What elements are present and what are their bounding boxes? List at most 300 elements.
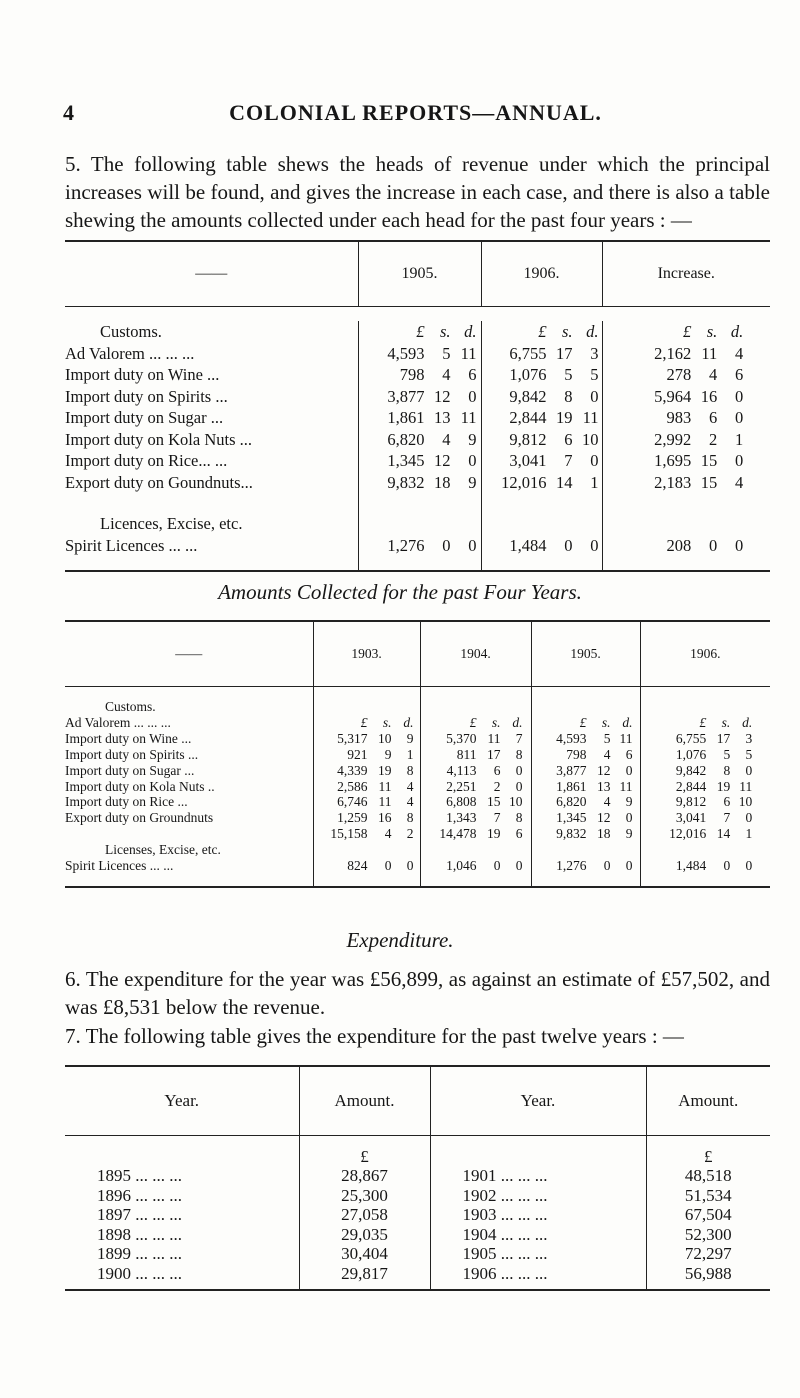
row-label: Import duty on Wine ... (65, 365, 220, 384)
money-value (539, 779, 633, 795)
pence-value: 3 (590, 343, 599, 363)
bottom-rule (65, 556, 770, 571)
pence-value: 10 (582, 429, 599, 449)
pounds-value: 4,593 (387, 343, 425, 363)
shillings-value: 18 (597, 826, 611, 842)
amount-value: 29,035 (299, 1225, 430, 1245)
money-value (485, 364, 599, 386)
row-label: Import duty on Kola Nuts .. (65, 778, 215, 794)
money-value (320, 779, 414, 795)
pounds-value: 15,158 (330, 826, 368, 842)
shillings-value: 18 (434, 472, 451, 492)
shillings-value: 19 (378, 762, 392, 778)
pounds-value: 2,992 (654, 429, 692, 449)
pence-value: 2 (406, 826, 414, 842)
pence-value: 1 (590, 472, 599, 492)
money-value (320, 747, 414, 763)
shillings-value: 17 (716, 730, 731, 746)
shillings-value: 7 (723, 810, 731, 826)
shillings-value: 6 (723, 794, 731, 810)
pence-value: 0 (625, 762, 633, 778)
money-value (539, 858, 633, 874)
money-value (485, 429, 599, 451)
money-cell (358, 386, 481, 408)
table-row (65, 1225, 770, 1245)
amount-value: 28,867 (299, 1166, 430, 1186)
amount-value: 52,300 (646, 1225, 770, 1245)
money-cell (640, 747, 770, 763)
pounds-value: 6,808 (446, 794, 477, 810)
pence-value: 1 (406, 746, 414, 762)
money-cell (313, 779, 420, 795)
running-title: COLONIAL REPORTS—ANNUAL. (229, 100, 602, 125)
pounds-unit: £ (579, 714, 587, 730)
money-value (629, 429, 743, 451)
shillings-value: 7 (493, 810, 501, 826)
table-row (65, 1166, 770, 1186)
money-value (485, 386, 599, 408)
money-cell (313, 826, 420, 842)
shillings-value: 0 (564, 535, 573, 555)
pounds-value: 9,812 (509, 429, 547, 449)
unit-labels (539, 715, 633, 731)
amount-value: 25,300 (299, 1186, 430, 1206)
table-row (65, 364, 770, 386)
pounds-value: 278 (666, 365, 692, 384)
year-label: 1906 ... ... ... (430, 1264, 646, 1284)
row-label: Import duty on Spirits ... (65, 386, 228, 406)
money-cell (481, 343, 602, 365)
pounds-value: 3,877 (387, 386, 425, 406)
section-heading-row (65, 513, 770, 535)
money-value (320, 826, 414, 842)
money-cell (531, 731, 640, 747)
money-value (629, 535, 743, 557)
shillings-value: 4 (384, 826, 392, 842)
pence-value: 0 (625, 810, 633, 826)
shillings-value: 12 (434, 386, 451, 406)
pence-unit: d. (742, 714, 753, 730)
pounds-value: 1,076 (675, 746, 707, 762)
shillings-value: 13 (597, 778, 611, 794)
shillings-value: 15 (487, 794, 501, 810)
shillings-value: 2 (493, 778, 501, 794)
money-cell (640, 731, 770, 747)
revenue-increase-table (65, 240, 770, 572)
pounds-value: 1,695 (654, 451, 692, 470)
pounds-unit: £ (469, 714, 477, 730)
money-cell (420, 747, 531, 763)
pence-value: 11 (460, 408, 477, 427)
table-row (65, 715, 770, 731)
pounds-unit: £ (646, 1136, 770, 1167)
table-header-row (65, 241, 770, 307)
pence-value: 0 (625, 858, 633, 874)
pence-value: 0 (590, 535, 599, 555)
column-header: Amount. (299, 1066, 430, 1136)
shillings-value: 8 (723, 762, 731, 778)
shillings-unit: s. (561, 322, 573, 341)
unit-cell (602, 321, 770, 343)
pence-value: 0 (735, 535, 744, 555)
pence-value: 10 (738, 794, 753, 810)
money-value (485, 535, 599, 557)
pence-value: 11 (739, 778, 753, 794)
pence-value: 3 (745, 730, 753, 746)
pence-value: 0 (735, 451, 744, 470)
money-value (363, 407, 477, 429)
money-cell (481, 364, 602, 386)
column-header: 1904. (420, 621, 531, 687)
shillings-value: 14 (556, 472, 573, 492)
table-row (65, 1205, 770, 1225)
year-label: 1900 ... ... ... (97, 1263, 182, 1283)
page-number: 4 (63, 100, 74, 125)
money-cell (420, 826, 531, 842)
pounds-value: 1,861 (387, 408, 425, 427)
pence-value: 0 (468, 451, 477, 470)
pence-value: 6 (515, 826, 523, 842)
amount-value: 30,404 (299, 1244, 430, 1264)
pence-value: 0 (735, 386, 744, 406)
shillings-value: 15 (700, 472, 718, 492)
row-label: Export duty on Groundnuts (65, 810, 214, 826)
pounds-value: 3,877 (556, 762, 587, 778)
column-header: Amount. (646, 1066, 770, 1136)
section-heading: Customs. (100, 322, 162, 341)
pence-value: 0 (745, 810, 753, 826)
money-value (658, 779, 752, 795)
pounds-value: 9,842 (675, 762, 707, 778)
paragraph-6: 6. The expenditure for the year was £56,899, as against an estimate of £57,502, and was £8,531 below the revenue. (65, 967, 770, 1019)
table-row (65, 1244, 770, 1264)
pounds-value: 1,076 (509, 365, 547, 384)
pounds-value: 9,832 (387, 472, 425, 492)
pence-value: 6 (468, 365, 477, 384)
pounds-value: 6,820 (556, 794, 587, 810)
table-row (65, 858, 770, 874)
money-value (629, 472, 743, 494)
pence-value: 0 (468, 386, 477, 406)
money-value (429, 731, 523, 747)
shillings-value: 19 (487, 826, 501, 842)
shillings-value: 4 (442, 365, 451, 384)
unit-cell (481, 321, 602, 343)
money-value (539, 826, 633, 842)
money-cell (531, 779, 640, 795)
row-label: Ad Valorem ... ... ... (65, 714, 171, 730)
shillings-value: 11 (487, 730, 501, 746)
pence-value: 6 (735, 365, 744, 384)
shillings-value: 0 (493, 858, 501, 874)
money-cell (313, 731, 420, 747)
unit-row (65, 1136, 770, 1167)
pounds-value: 983 (666, 408, 692, 427)
pounds-value: 2,844 (675, 778, 707, 794)
shillings-value: 7 (564, 451, 573, 470)
column-header: 1906. (640, 621, 770, 687)
money-cell (420, 810, 531, 826)
paragraph-5: 5. The following table shews the heads of revenue under which the principal increases will be found, and gives the increase in each case, and there is also a table shewing the amounts collected under each head for the past four years : — (65, 152, 770, 232)
table-row (65, 450, 770, 472)
money-cell (640, 794, 770, 810)
pence-unit: d. (622, 714, 633, 730)
pounds-value: 2,586 (337, 778, 368, 794)
pence-value: 4 (735, 343, 744, 363)
money-value (485, 472, 599, 494)
money-value (363, 429, 477, 451)
money-cell (358, 429, 481, 451)
money-value (429, 826, 523, 842)
shillings-value: 11 (378, 794, 392, 810)
money-cell (640, 763, 770, 779)
pence-value: 9 (468, 429, 477, 449)
money-cell (481, 386, 602, 408)
pounds-value: 4,339 (337, 762, 368, 778)
column-header: Year. (430, 1066, 646, 1136)
money-value (629, 407, 743, 429)
pence-value: 11 (582, 408, 599, 427)
pounds-value: 1,484 (509, 535, 547, 555)
money-value (658, 810, 752, 826)
money-cell (640, 858, 770, 874)
shillings-value: 17 (487, 746, 501, 762)
pounds-value: 2,183 (654, 472, 692, 492)
money-value (429, 794, 523, 810)
year-label: 1899 ... ... ... (97, 1244, 182, 1263)
shillings-value: 0 (442, 535, 451, 555)
unit-labels (658, 715, 752, 731)
pence-value: 0 (406, 858, 414, 874)
year-label: 1896 ... ... ... (97, 1185, 182, 1205)
money-value (658, 731, 752, 747)
table-row (65, 386, 770, 408)
money-value (363, 343, 477, 365)
pence-value: 0 (735, 408, 744, 427)
amount-value: 67,504 (646, 1205, 770, 1225)
pounds-unit: £ (299, 1136, 430, 1167)
money-value (658, 826, 752, 842)
shillings-value: 6 (564, 429, 573, 449)
pence-value: 11 (460, 343, 477, 363)
shillings-value: 10 (378, 730, 392, 746)
amount-value: 51,534 (646, 1186, 770, 1206)
money-cell (420, 858, 531, 874)
year-label: 1895 ... ... ... (97, 1166, 182, 1185)
row-label: Ad Valorem ... ... ... (65, 343, 195, 363)
row-label: Import duty on Rice... ... (65, 451, 228, 470)
money-cell (313, 810, 420, 826)
paragraph-7: 7. The following table gives the expenditure for the past twelve years : — (65, 1024, 684, 1048)
money-cell (602, 429, 770, 451)
money-value (629, 364, 743, 386)
pounds-value: 6,820 (387, 429, 425, 449)
money-value (485, 343, 599, 365)
money-cell (358, 364, 481, 386)
money-cell (531, 794, 640, 810)
pounds-value: 6,755 (509, 343, 547, 363)
shillings-value: 15 (700, 451, 718, 470)
money-value (429, 763, 523, 779)
shillings-value: 4 (709, 365, 718, 384)
pounds-value: 4,113 (446, 762, 477, 778)
shillings-value: 12 (597, 810, 611, 826)
four-year-collections-table (65, 620, 770, 888)
pence-value: 4 (735, 472, 744, 492)
row-label: Import duty on Kola Nuts ... (65, 429, 252, 449)
shillings-value: 6 (709, 408, 718, 427)
pence-value: 1 (735, 429, 744, 449)
section-heading-row (65, 321, 770, 343)
pence-value: 4 (406, 778, 414, 794)
pounds-value: 1,259 (337, 810, 368, 826)
shillings-value: 17 (556, 343, 573, 363)
money-value (429, 858, 523, 874)
spacer-row (65, 687, 770, 700)
column-header: 1905. (358, 241, 481, 307)
expenditure-table (65, 1065, 770, 1291)
money-cell (640, 810, 770, 826)
money-cell (481, 472, 602, 494)
column-header: 1903. (313, 621, 420, 687)
pounds-value: 1,345 (387, 451, 425, 470)
table-row (65, 472, 770, 494)
pounds-value: 9,832 (556, 826, 587, 842)
pence-value: 9 (625, 826, 633, 842)
money-value (629, 343, 743, 365)
row-label: Import duty on Spirits ... (65, 746, 199, 762)
section-heading-row (65, 842, 770, 858)
money-cell (481, 535, 602, 557)
money-cell (358, 450, 481, 472)
money-value (363, 386, 477, 408)
pounds-value: 6,746 (337, 794, 368, 810)
shillings-value: 5 (564, 365, 573, 384)
table-row (65, 535, 770, 557)
pounds-value: 2,251 (446, 778, 477, 794)
money-cell (481, 407, 602, 429)
table-row (65, 407, 770, 429)
expenditure-title: Expenditure. (346, 928, 454, 952)
pence-value: 1 (745, 826, 753, 842)
pounds-value: 14,478 (439, 826, 477, 842)
money-cell (531, 810, 640, 826)
pounds-value: 1,046 (446, 858, 477, 874)
money-value (363, 364, 477, 386)
pence-value: 9 (406, 730, 414, 746)
pounds-value: 1,276 (387, 535, 425, 555)
unit-cell (531, 715, 640, 731)
money-value (539, 810, 633, 826)
money-value (658, 763, 752, 779)
shillings-unit: s. (601, 714, 611, 730)
amount-value: 48,518 (646, 1166, 770, 1186)
pence-value: 8 (406, 810, 414, 826)
pence-unit: d. (730, 322, 744, 341)
table-row (65, 826, 770, 842)
pounds-value: 824 (347, 858, 368, 874)
spacer-row (65, 307, 770, 322)
money-cell (602, 407, 770, 429)
shillings-value: 0 (384, 858, 392, 874)
unit-cell (358, 321, 481, 343)
shillings-value: 16 (378, 810, 392, 826)
table-header-row (65, 1066, 770, 1136)
money-value (658, 794, 752, 810)
table-header-row (65, 621, 770, 687)
shillings-value: 14 (716, 826, 731, 842)
unit-labels (429, 715, 523, 731)
money-cell (358, 535, 481, 557)
money-cell (420, 763, 531, 779)
row-label: Spirit Licences ... ... (65, 535, 198, 555)
shillings-value: 2 (709, 429, 718, 449)
unit-labels (363, 321, 477, 343)
table-row (65, 810, 770, 826)
unit-cell (640, 715, 770, 731)
pounds-value: 9,842 (509, 386, 547, 406)
pounds-value: 6,755 (675, 730, 707, 746)
table-row (65, 779, 770, 795)
column-header: —— (65, 621, 313, 687)
table-row (65, 763, 770, 779)
row-label: Import duty on Sugar ... (65, 762, 195, 778)
column-header: 1905. (531, 621, 640, 687)
pounds-unit: £ (416, 322, 425, 341)
table-row (65, 747, 770, 763)
money-cell (531, 858, 640, 874)
unit-cell (420, 715, 531, 731)
pence-value: 5 (590, 365, 599, 384)
pence-unit: d. (464, 322, 477, 341)
pounds-unit: £ (538, 322, 547, 341)
shillings-unit: s. (382, 714, 392, 730)
shillings-value: 0 (709, 535, 718, 555)
money-value (363, 472, 477, 494)
money-cell (602, 535, 770, 557)
shillings-value: 12 (434, 451, 451, 470)
pence-value: 0 (745, 762, 753, 778)
bottom-rule (65, 874, 770, 887)
section-heading-row (65, 699, 770, 715)
money-value (320, 810, 414, 826)
pounds-unit: £ (683, 322, 692, 341)
shillings-value: 12 (597, 762, 611, 778)
money-value (539, 763, 633, 779)
shillings-value: 16 (700, 386, 718, 406)
money-value (539, 794, 633, 810)
shillings-value: 5 (603, 730, 611, 746)
pence-unit: d. (512, 714, 523, 730)
shillings-value: 8 (564, 386, 573, 406)
pence-value: 0 (468, 535, 477, 555)
table-row (65, 731, 770, 747)
pounds-value: 5,964 (654, 386, 692, 406)
row-label: Export duty on Goundnuts... (65, 472, 253, 492)
shillings-value: 5 (723, 746, 731, 762)
section-heading: Licences, Excise, etc. (100, 514, 243, 533)
pence-value: 8 (515, 810, 523, 826)
money-cell (602, 386, 770, 408)
pounds-unit: £ (360, 714, 368, 730)
row-label: Import duty on Wine ... (65, 730, 192, 746)
shillings-value: 9 (384, 746, 392, 762)
money-cell (313, 763, 420, 779)
money-value (539, 747, 633, 763)
pounds-value: 5,317 (337, 730, 368, 746)
unit-labels (629, 321, 743, 343)
money-value (629, 386, 743, 408)
